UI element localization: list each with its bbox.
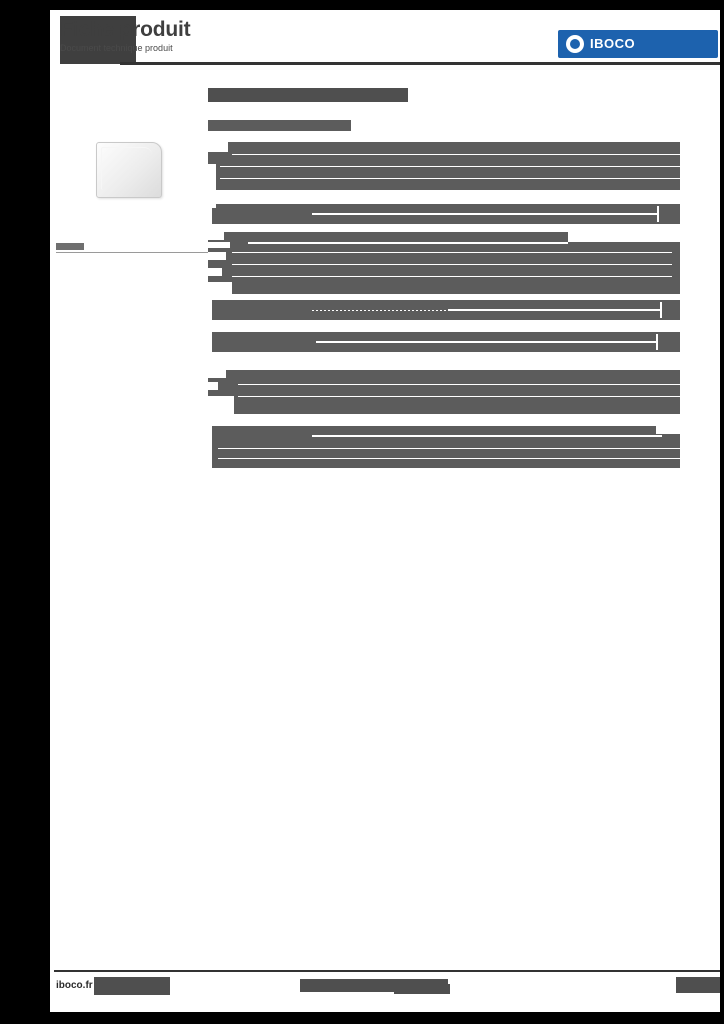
footer-divider [54,970,720,972]
document-header [54,10,720,62]
footer-page-number [676,977,720,993]
document-footer [54,970,720,1012]
header-divider [120,62,724,65]
certifications-block [208,370,680,414]
frame-bottom [0,1012,724,1024]
brand-name: IBOCO [590,36,636,51]
brand-logo [558,30,718,58]
reference-row [208,204,680,224]
photo-caption [56,243,84,250]
specifications-table [208,232,680,294]
frame-left [0,0,50,1024]
section-heading [208,88,408,102]
page-subtitle: Document technique produit [60,43,173,53]
materials-row [208,332,680,352]
circle-logo-icon [566,35,584,53]
description-block [208,142,680,190]
footer-url-mask [94,977,170,995]
dimensions-row [208,300,680,320]
footer-url[interactable]: iboco.fr [56,980,93,991]
section-subheading [208,120,351,131]
frame-right [720,0,724,1024]
frame-top [0,0,724,10]
footer-center-note-secondary [394,984,450,994]
photo-leader-line [56,252,231,253]
packaging-block [208,426,680,468]
product-photo [96,142,162,198]
document-content [208,88,680,468]
page-title: Fiche produit [60,18,191,41]
